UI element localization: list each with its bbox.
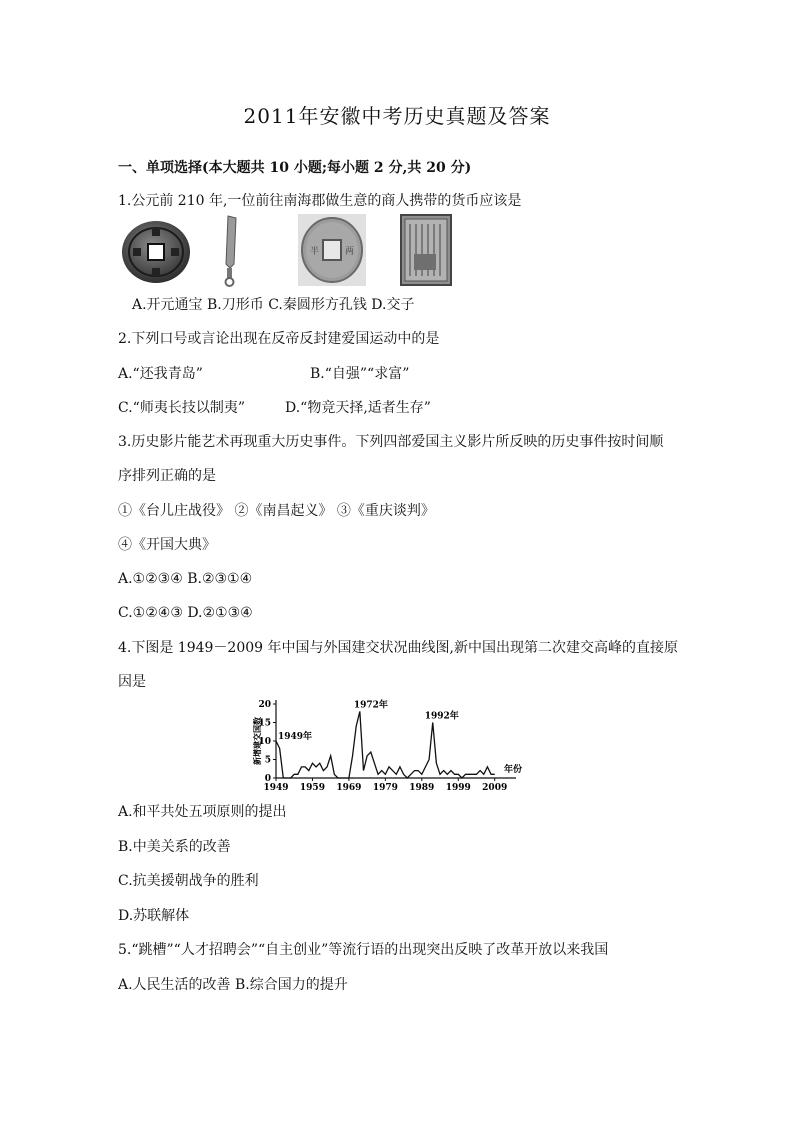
question-4-stem-line1: 4.下图是 1949－2009 年中国与外国建交状况曲线图,新中国出现第二次建交高峰的直接原 [118, 640, 678, 656]
question-3-options-cd: C.①②④③ D.②①③④ [118, 605, 253, 621]
question-3-stem-line2: 序排列正确的是 [118, 468, 216, 484]
coin-images [118, 214, 478, 290]
kaiyuan-coin-image [118, 218, 194, 286]
y-axis-label: 新增建交国数 [253, 717, 262, 765]
x-tick-label: 1989 [409, 783, 435, 793]
question-3-films-line1: ①《台儿庄战役》 ②《南昌起义》 ③《重庆谈判》 [118, 503, 435, 519]
question-1-options: A.开元通宝 B.刀形币 C.秦圆形方孔钱 D.交子 [132, 297, 415, 313]
page-title: 2011年安徽中考历史真题及答案 [243, 104, 551, 128]
question-5-options-ab: A.人民生活的改善 B.综合国力的提升 [118, 977, 348, 993]
diplomatic-relations-chart [250, 696, 530, 796]
question-2-option-d: D.“物竞天择,适者生存” [285, 400, 431, 416]
knife-coin-image [214, 214, 244, 288]
chart-annotation: 1992年 [424, 711, 459, 722]
x-tick-label: 1959 [299, 783, 325, 793]
chart-svg [250, 696, 530, 796]
y-tick-label: 10 [258, 737, 271, 747]
jiaozi-banknote-image [400, 214, 452, 286]
question-4-stem-line2: 因是 [118, 674, 146, 690]
question-2-stem: 2.下列口号或言论出现在反帝反封建爱国运动中的是 [118, 331, 440, 347]
x-tick-label: 1999 [445, 783, 471, 793]
question-3-films-line2: ④《开国大典》 [118, 537, 216, 553]
question-4-option-c: C.抗美援朝战争的胜利 [118, 873, 259, 889]
y-tick-label: 0 [264, 774, 271, 784]
question-1-stem: 1.公元前 210 年,一位前往南海郡做生意的商人携带的货币应该是 [118, 193, 522, 209]
question-5-stem: 5.“跳槽”“人才招聘会”“自主创业”等流行语的出现突出反映了改革开放以来我国 [118, 942, 609, 958]
chart-annotation: 1972年 [353, 700, 388, 711]
question-2-option-c: C.“师夷长技以制夷” [118, 400, 245, 416]
x-axis-label: 年份 [504, 765, 523, 775]
section-heading: 一、单项选择(本大题共 10 小题;每小题 2 分,共 20 分) [118, 160, 472, 176]
x-tick-label: 1979 [372, 783, 398, 793]
qin-round-coin-image [298, 214, 366, 286]
question-4-option-a: A.和平共处五项原则的提出 [118, 804, 287, 820]
series-line [276, 711, 495, 778]
x-tick-label: 2009 [482, 783, 508, 793]
svg-text:半: 半 [310, 247, 320, 257]
question-4-option-b: B.中美关系的改善 [118, 839, 231, 855]
question-2-option-b: B.“自强”“求富” [310, 366, 410, 382]
question-2-option-a: A.“还我青岛” [118, 366, 203, 382]
y-tick-label: 5 [264, 755, 271, 766]
svg-text:两: 两 [345, 247, 355, 257]
x-tick-label: 1969 [336, 783, 362, 793]
x-tick-label: 1949 [263, 783, 289, 793]
y-tick-label: 20 [258, 700, 271, 710]
y-tick-label: 15 [258, 718, 271, 729]
question-3-options-ab: A.①②③④ B.②③①④ [118, 571, 253, 587]
question-3-stem-line1: 3.历史影片能艺术再现重大历史事件。下列四部爱国主义影片所反映的历史事件按时间顺 [118, 434, 664, 450]
question-4-option-d: D.苏联解体 [118, 908, 190, 924]
chart-annotation: 1949年 [278, 732, 313, 742]
